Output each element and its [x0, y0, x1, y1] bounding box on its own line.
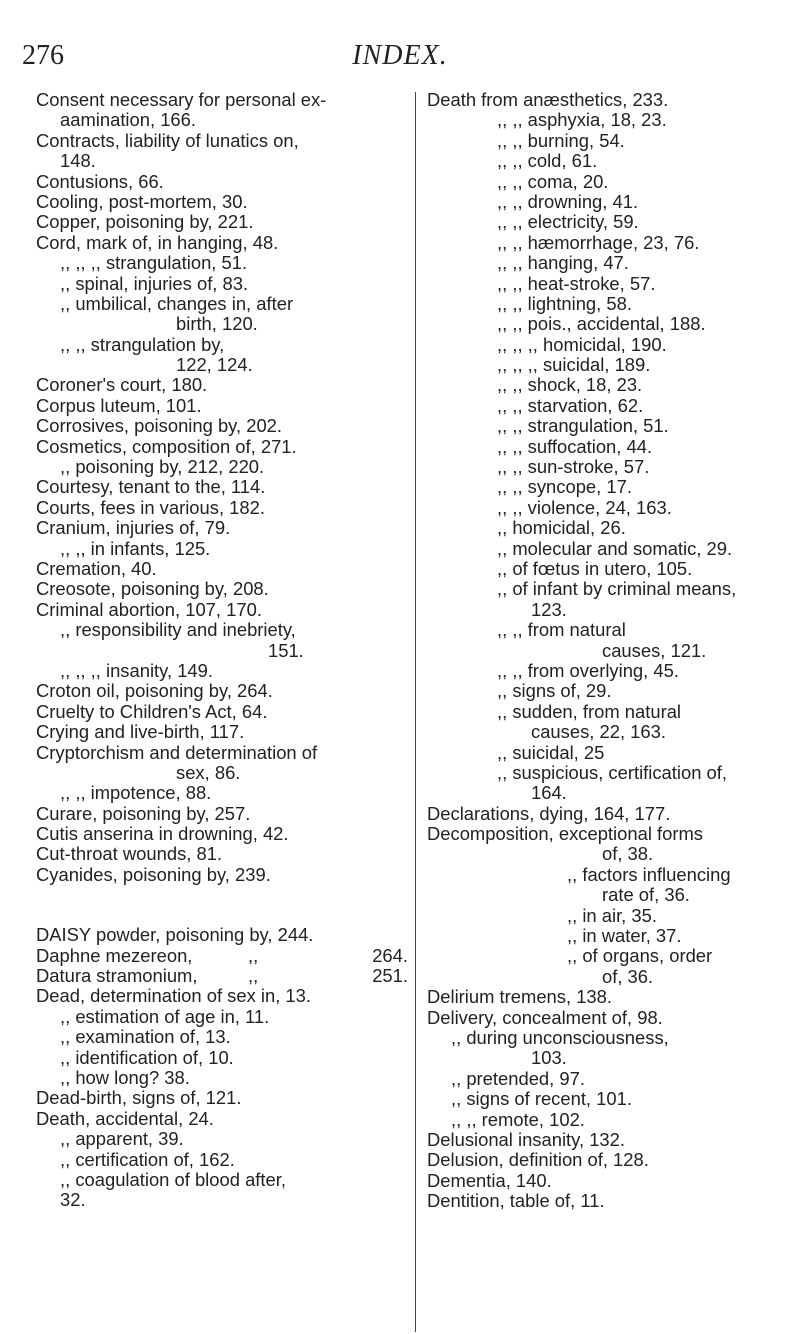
- index-entry: 164.: [531, 782, 567, 804]
- index-entry: Contracts, liability of lunatics on,: [36, 129, 299, 151]
- index-entry: Dead, determination of sex in, 13.: [36, 985, 311, 1007]
- index-entry: Cut-throat wounds, 81.: [36, 843, 223, 865]
- index-entry: ,, ,, impotence, 88.: [60, 782, 212, 804]
- index-entry: Delusion, definition of, 128.: [427, 1149, 649, 1171]
- index-entry: Dementia, 140.: [427, 1169, 552, 1191]
- index-entry: Declarations, dying, 164, 177.: [427, 802, 671, 824]
- index-entry: Cutis anserina in drowning, 42.: [36, 823, 289, 845]
- index-entry: ,, spinal, injuries of, 83.: [60, 272, 249, 294]
- index-entry: Cyanides, poisoning by, 239.: [36, 863, 271, 885]
- index-entry: ,, examination of, 13.: [60, 1026, 231, 1048]
- index-entry: ,, of organs, order: [567, 945, 713, 967]
- index-entry: ,, of infant by criminal means,: [497, 578, 737, 600]
- index-entry: ,, ,, syncope, 17.: [497, 476, 632, 498]
- index-entry: Delusional insanity, 132.: [427, 1128, 625, 1150]
- index-entry: 103.: [531, 1047, 567, 1069]
- index-entry: 123.: [531, 598, 567, 620]
- index-entry: ,, identification of, 10.: [60, 1046, 234, 1068]
- index-entry: 122, 124.: [176, 354, 253, 376]
- index-entry: Corpus luteum, 101.: [36, 394, 202, 416]
- index-entry: ,, ,, suffocation, 44.: [497, 435, 653, 457]
- running-head: INDEX.: [352, 40, 448, 71]
- index-entry: ,, ,, cold, 61.: [497, 150, 598, 172]
- index-entry: ,, coagulation of blood after,: [60, 1168, 286, 1190]
- index-entry: ,, ,, heat-stroke, 57.: [497, 272, 656, 294]
- index-entry: ,, ,, strangulation, 51.: [497, 415, 669, 437]
- index-entry: Courts, fees in various, 182.: [36, 496, 265, 518]
- index-entry: ,, ,, drowning, 41.: [497, 190, 639, 212]
- index-entry: Cremation, 40.: [36, 557, 157, 579]
- index-entry: Creosote, poisoning by, 208.: [36, 578, 269, 600]
- index-entry: ,, factors influencing: [567, 863, 731, 885]
- index-entry: sex, 86.: [176, 761, 241, 783]
- index-entry: Dentition, table of, 11.: [427, 1190, 605, 1212]
- index-entry: ,, ,, lightning, 58.: [497, 292, 632, 314]
- index-entry: ,, in air, 35.: [567, 904, 657, 926]
- index-entry: Cosmetics, composition of, 271.: [36, 435, 297, 457]
- index-entry: Cruelty to Children's Act, 64.: [36, 700, 268, 722]
- index-entry: ,, ,, ,, strangulation, 51.: [60, 252, 248, 274]
- index-entry: 151.: [268, 639, 304, 661]
- index-entry: ,, signs of, 29.: [497, 680, 612, 702]
- index-entry: Dead-birth, signs of, 121.: [36, 1087, 242, 1109]
- index-entry: ,, ,, coma, 20.: [497, 170, 609, 192]
- index-entry: Cryptorchism and determination of: [36, 741, 318, 763]
- entry-page: 251.: [372, 965, 408, 987]
- index-column-right: [427, 90, 799, 1211]
- index-entry: ,, ,, strangulation by,: [60, 333, 225, 355]
- index-entry: ,, ,, ,, suicidal, 189.: [497, 354, 651, 376]
- index-entry: Corrosives, poisoning by, 202.: [36, 415, 283, 437]
- index-entry: ,, ,, violence, 24, 163.: [497, 496, 672, 518]
- index-entry: ,, estimation of age in, 11.: [60, 1005, 270, 1027]
- section-gap: [36, 905, 408, 925]
- index-entry: Consent necessary for personal ex-: [36, 89, 327, 110]
- index-entry: [36, 946, 408, 966]
- index-entry: ,, suicidal, 25: [497, 741, 605, 763]
- index-entry: ,, ,, asphyxia, 18, 23.: [497, 109, 667, 131]
- index-entry: Cooling, post-mortem, 30.: [36, 190, 248, 212]
- index-entry: 32.: [60, 1189, 86, 1211]
- index-entry: Decomposition, exceptional forms: [427, 823, 703, 845]
- index-entry: Cord, mark of, in hanging, 48.: [36, 231, 279, 253]
- index-entry: Croton oil, poisoning by, 264.: [36, 680, 273, 702]
- index-entry: ,, signs of recent, 101.: [451, 1088, 632, 1110]
- column-divider: [415, 92, 416, 1332]
- page-header: [0, 40, 800, 80]
- index-entry: Death, accidental, 24.: [36, 1107, 214, 1129]
- index-entry: ,, ,, in infants, 125.: [60, 537, 211, 559]
- index-entry: Coroner's court, 180.: [36, 374, 208, 396]
- index-entry: ,, ,, sun-stroke, 57.: [497, 456, 650, 478]
- index-entry: Curare, poisoning by, 257.: [36, 802, 251, 824]
- index-entry: ,, during unconsciousness,: [451, 1026, 669, 1048]
- index-entry: ,, homicidal, 26.: [497, 517, 626, 539]
- index-entry: ,, ,, shock, 18, 23.: [497, 374, 643, 396]
- index-entry: ,, ,, burning, 54.: [497, 129, 625, 151]
- index-entry: DAISY powder, poisoning by, 244.: [36, 924, 314, 946]
- index-entry: ,, molecular and somatic, 29.: [497, 537, 733, 559]
- index-entry: Copper, poisoning by, 221.: [36, 211, 254, 233]
- ditto-mark: ,,: [248, 965, 259, 987]
- index-entry: of, 38.: [602, 843, 654, 865]
- index-entry: ,, how long? 38.: [60, 1066, 190, 1088]
- index-entry: Death from anæsthetics, 233.: [427, 89, 669, 110]
- index-entry: ,, pretended, 97.: [451, 1067, 585, 1089]
- index-entry: Crying and live-birth, 117.: [36, 721, 245, 743]
- index-entry: Criminal abortion, 107, 170.: [36, 598, 262, 620]
- index-entry: ,, umbilical, changes in, after: [60, 292, 294, 314]
- index-entry: ,, suspicious, certification of,: [497, 761, 727, 783]
- index-entry: ,, ,, hanging, 47.: [497, 252, 629, 274]
- index-entry: [36, 966, 408, 986]
- index-entry: ,, ,, pois., accidental, 188.: [497, 313, 706, 335]
- index-entry: ,, ,, remote, 102.: [451, 1108, 585, 1130]
- index-entry: of, 36.: [602, 965, 654, 987]
- index-entry: ,, ,, starvation, 62.: [497, 394, 644, 416]
- index-entry: ,, ,, ,, homicidal, 190.: [497, 333, 667, 355]
- index-entry: ,, ,, hæmorrhage, 23, 76.: [497, 231, 700, 253]
- index-entry: ,, ,, from overlying, 45.: [497, 659, 679, 681]
- index-entry: aamination, 166.: [60, 109, 196, 131]
- index-entry: ,, of fœtus in utero, 105.: [497, 557, 693, 579]
- index-entry: ,, ,, ,, insanity, 149.: [60, 659, 213, 681]
- index-entry: rate of, 36.: [602, 884, 690, 906]
- page-number: 276: [22, 40, 64, 71]
- index-entry: Contusions, 66.: [36, 170, 164, 192]
- index-entry: Cranium, injuries of, 79.: [36, 517, 231, 539]
- index-entry: ,, responsibility and inebriety,: [60, 619, 296, 641]
- entry-term: Datura stramonium,: [36, 965, 198, 987]
- index-entry: ,, sudden, from natural: [497, 700, 682, 722]
- index-column-left: [36, 90, 408, 1211]
- index-entry: Delivery, concealment of, 98.: [427, 1006, 663, 1028]
- entry-page: 264.: [372, 944, 408, 966]
- section-gap: [36, 885, 408, 905]
- index-entry: birth, 120.: [176, 313, 258, 335]
- index-entry: Courtesy, tenant to the, 114.: [36, 476, 266, 498]
- index-entry: causes, 22, 163.: [531, 721, 666, 743]
- ditto-mark: ,,: [248, 944, 259, 966]
- index-entry: causes, 121.: [602, 639, 707, 661]
- entry-term: Daphne mezereon,: [36, 944, 193, 966]
- index-entry: Delirium tremens, 138.: [427, 986, 612, 1008]
- index-entry: ,, ,, electricity, 59.: [497, 211, 639, 233]
- index-entry: ,, ,, from natural: [497, 619, 626, 641]
- index-entry: ,, poisoning by, 212, 220.: [60, 456, 265, 478]
- index-entry: ,, apparent, 39.: [60, 1128, 184, 1150]
- index-entry: ,, certification of, 162.: [60, 1148, 235, 1170]
- index-entry: ,, in water, 37.: [567, 925, 682, 947]
- index-entry: 148.: [60, 150, 96, 172]
